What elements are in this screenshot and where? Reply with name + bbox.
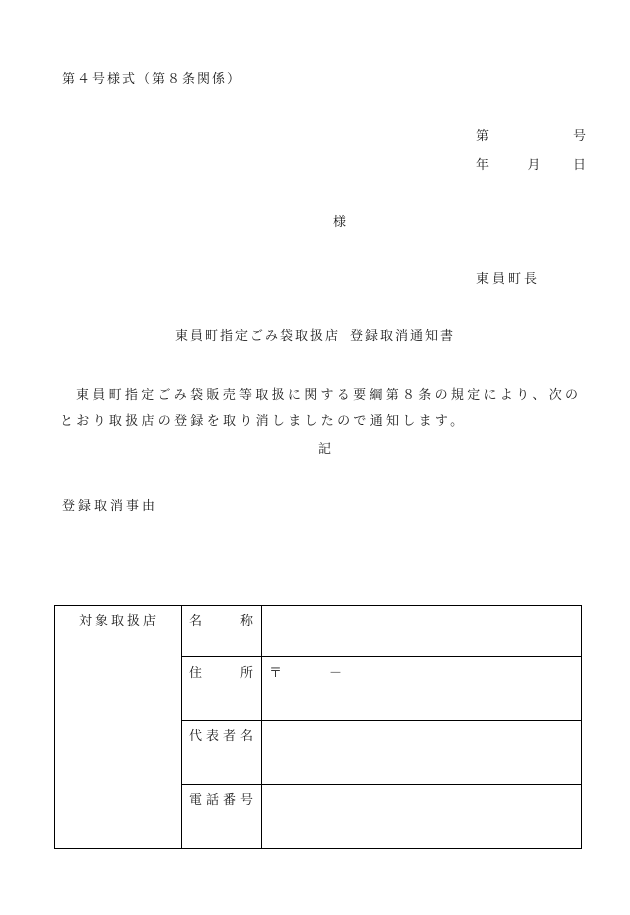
label-char: 話 xyxy=(205,793,219,808)
table-divider xyxy=(181,656,581,657)
label-char: 称 xyxy=(239,614,253,629)
row-label-address xyxy=(189,666,253,682)
target-store-table xyxy=(54,605,582,849)
form-number: 第４号様式（第８条関係） xyxy=(62,72,243,87)
date-line xyxy=(476,158,586,174)
table-divider xyxy=(181,606,182,848)
label-char: 所 xyxy=(239,666,253,681)
title-sub: 登録取消通知書 xyxy=(350,329,456,344)
label-char: 者 xyxy=(222,729,236,744)
target-store-label: 対象取扱店 xyxy=(79,614,160,629)
row-label-phone xyxy=(189,793,253,809)
body-paragraph: 東員町指定ごみ袋販売等取扱に関する要綱第８条の規定により、次のとおり取扱店の登録を取り消しましたので通知します。 xyxy=(60,388,582,429)
date-year: 年 xyxy=(476,158,490,173)
doc-number-suffix: 号 xyxy=(572,129,586,144)
issuer-name: 東員町長 xyxy=(476,272,541,287)
label-char: 代 xyxy=(189,729,203,744)
date-month: 月 xyxy=(527,158,541,173)
label-char: 住 xyxy=(189,666,203,681)
document-number-line xyxy=(476,129,586,145)
row-label-name xyxy=(189,614,253,630)
table-divider xyxy=(181,720,581,721)
address-value: 〒 － xyxy=(269,666,345,681)
row-label-representative xyxy=(189,729,253,745)
cancellation-reason-label: 登録取消事由 xyxy=(62,499,159,514)
label-char: 番 xyxy=(222,793,236,808)
label-char: 表 xyxy=(205,729,219,744)
label-char: 名 xyxy=(189,614,203,629)
ki-marker: 記 xyxy=(318,442,335,457)
label-char: 号 xyxy=(239,793,253,808)
label-char: 名 xyxy=(239,729,253,744)
table-divider xyxy=(261,606,262,848)
addressee-honorific: 様 xyxy=(333,215,350,230)
date-day: 日 xyxy=(572,158,586,173)
label-char: 電 xyxy=(189,793,203,808)
title-main: 東員町指定ごみ袋取扱店 xyxy=(174,329,340,344)
doc-number-prefix: 第 xyxy=(476,129,490,144)
document-title xyxy=(0,329,630,345)
table-divider xyxy=(181,784,581,785)
